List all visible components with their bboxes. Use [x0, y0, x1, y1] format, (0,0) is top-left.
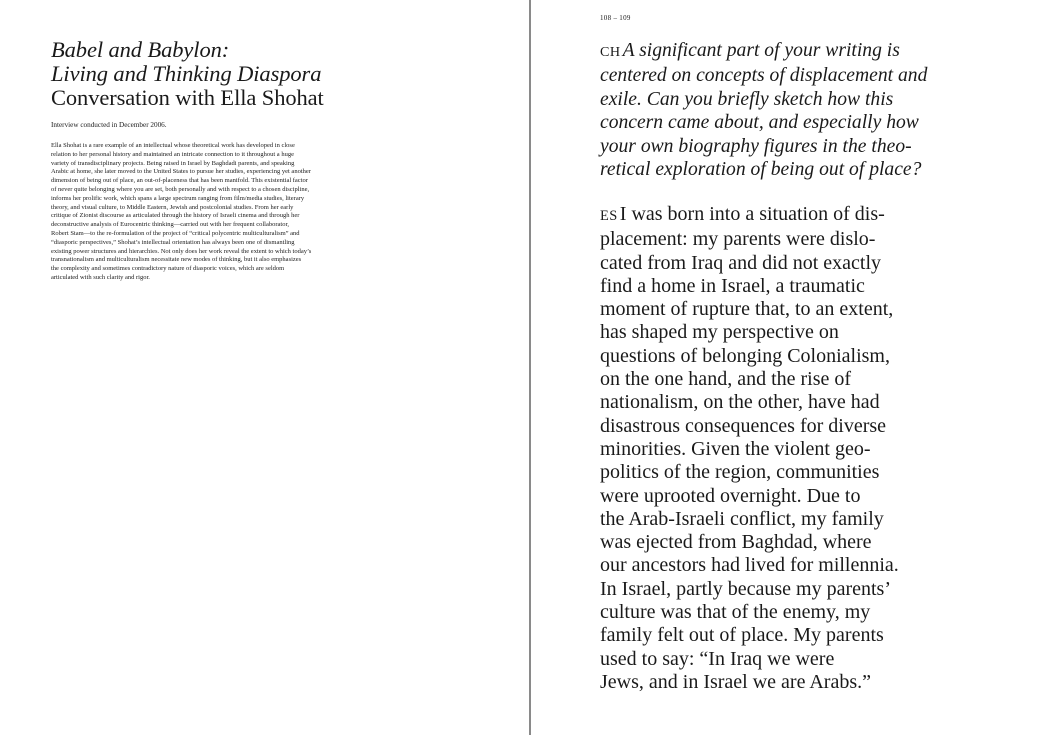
page-numbers: 108 – 109 [600, 14, 631, 22]
answer-line: has shaped my perspective on [600, 321, 839, 344]
answer-line: placement: my parents were dislo- [600, 228, 876, 251]
answer-line: find a home in Israel, a traumatic [600, 274, 865, 297]
question-line: centered on concepts of displacement and [600, 65, 928, 87]
answer-line: was ejected from Baghdad, where [600, 531, 872, 554]
intro-line: Ella Shohat is a rare example of an intellectual whose theoretical work has developed in close [51, 142, 295, 149]
answer-speaker: ES [600, 208, 618, 224]
question-line: retical exploration of being out of place? [600, 159, 922, 181]
intro-line: “diasporic perspectives,” Shohat’s intellectual orientation has always been one of dismantling [51, 238, 295, 246]
intro-line: critique of Zionist discourse as articulated through the history of Israeli cinema and through her [51, 212, 300, 220]
answer-line: questions of belonging Colonialism, [600, 344, 890, 367]
intro-line: articulated with such clarity and rigor. [51, 273, 150, 281]
answer-line: on the one hand, and the rise of [600, 368, 852, 391]
article-title [51, 38, 471, 110]
intro-paragraph [51, 142, 371, 283]
answer-line: moment of rupture that, to an extent, [600, 298, 894, 321]
question-line: concern came about, and especially how [600, 112, 919, 134]
intro-line: informs her prolific work, which spans a large spectrum ranging from film/media studies, literary [51, 194, 305, 202]
answer-line: cated from Iraq and did not exactly [600, 251, 881, 274]
interview-question [600, 39, 930, 181]
answer-line: nationalism, on the other, have had [600, 391, 880, 414]
question-line: your own biography figures in the theo- [600, 135, 912, 157]
answer-line: the Arab-Israeli conflict, my family [600, 507, 884, 530]
intro-line: deconstructive analysis of Eurocentric thinking—carried out with her frequent collaborator, [51, 221, 289, 229]
intro-line: Robert Stam—to the re-formulation of the project of “critical polycentric multiculturalism” and [51, 229, 300, 237]
answer-line: our ancestors had lived for millennia. [600, 554, 899, 577]
right-page [531, 0, 1059, 735]
question-line [600, 39, 930, 64]
intro-line: relation to her personal history and maintained an intricate connection to it throughout a huge [51, 150, 294, 158]
intro-line: existing power structures and hierarchies. Not only does her work reveal the extent to which today’s [51, 247, 312, 255]
answer-line [600, 203, 940, 228]
answer-text: I was born into a situation of dis- [619, 203, 885, 225]
interview-answer [600, 203, 940, 694]
intro-line: of never quite belonging where you are set, both personally and with respect to a chosen discipline, [51, 185, 310, 193]
answer-line: Jews, and in Israel we are Arabs.” [600, 670, 872, 693]
question-text: A significant part of your writing is [622, 40, 900, 61]
title-line-2: Living and Thinking Diaspora [51, 61, 322, 86]
answer-line: minorities. Given the violent geo- [600, 437, 871, 460]
intro-line: theory, and visual culture, to Middle Eastern, Jewish and postcolonial studies. From her early [51, 203, 294, 211]
answer-line: family felt out of place. My parents [600, 624, 884, 647]
answer-line: disastrous consequences for diverse [600, 414, 887, 437]
answer-line: In Israel, partly because my parents’ [600, 577, 891, 600]
intro-line: transnationalism and multiculturalism necessitate new modes of thinking, but it also emphasizes [51, 256, 302, 264]
question-line: exile. Can you briefly sketch how this [600, 88, 894, 110]
question-speaker: CH [600, 44, 621, 60]
intro-line: dimension of being out of place, an out-of-placeness that has been manifold. This existential factor [51, 177, 308, 185]
article-subtitle: Conversation with Ella Shohat [51, 85, 324, 110]
answer-line: culture was that of the enemy, my [600, 601, 871, 624]
intro-line: the complexity and sometimes contradictory nature of diasporic voices, which are seldom [51, 265, 285, 273]
intro-line: variety of transdisciplinary projects. Being raised in Israel by Baghdadi parents, and speaking [51, 159, 295, 167]
answer-line: used to say: “In Iraq we were [600, 647, 835, 670]
left-page [0, 0, 529, 735]
answer-line: politics of the region, communities [600, 461, 880, 484]
answer-line: were uprooted overnight. Due to [600, 484, 861, 507]
title-line-1: Babel and Babylon: [51, 37, 230, 62]
intro-line: Arabic at home, she later moved to the United States to pursue her studies, experiencing yet another [51, 168, 311, 176]
interview-note: Interview conducted in December 2006. [51, 121, 167, 129]
